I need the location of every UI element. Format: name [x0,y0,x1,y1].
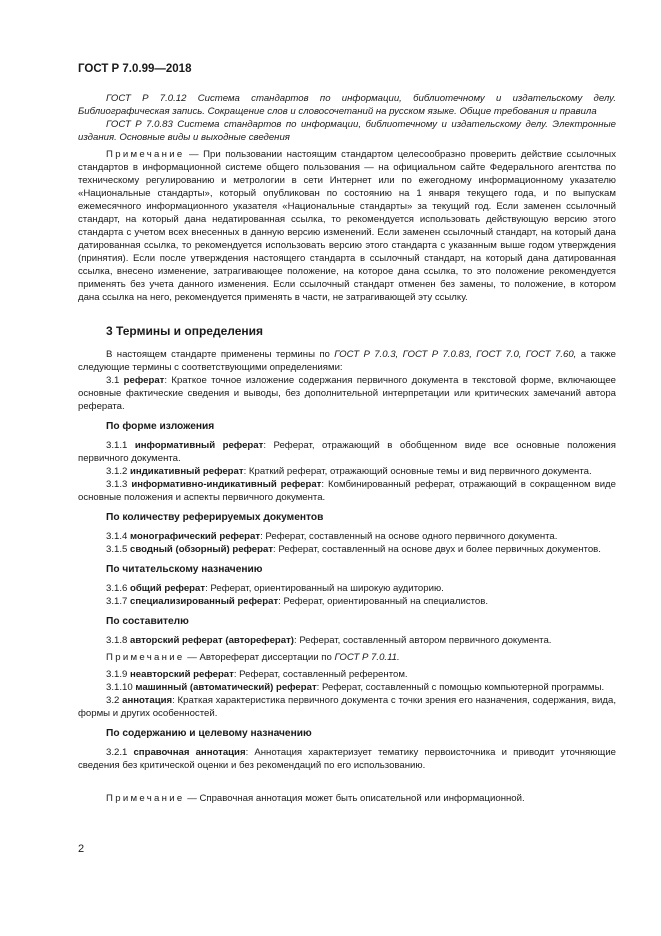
term-definition: : Реферат, ориентированный на специалистов. [278,596,489,607]
note-block [78,651,616,664]
note-label: Примечание [106,793,185,804]
term-3-1-10 [78,681,616,694]
term-3-2 [78,694,616,720]
page-content [78,92,616,805]
term-number: 3.1.1 [106,440,135,451]
term-number: 3.1 [106,375,124,386]
term-name: информативно-индикативный реферат [131,479,322,490]
term-name: авторский реферат (автореферат) [130,635,294,646]
term-3-1-3 [78,478,616,504]
note-text: — При пользовании настоящим стандартом целесообразно проверить действие ссылочных стандартов в информационной системе общего пользования — на официальном сайте Федерального агентства по техническому регулированию и метрологии в сети Интернет или по ежегодному информационному указателю «Национальные стандарты», который опубликован по состоянию на 1 января текущего года, и по выпускам ежемесячного информационного указателя «Национальные стандарты» за текущий год. Если заменен ссылочный стандарт, на который дана недатированная ссылка, то рекомендуется использовать действующую версию этого стандарта с учетом всех внесенных в данную версию изменений. Если заменен ссылочный стандарт, на который дана датированная ссылка, то рекомендуется использовать версию этого стандарта с указанным выше годом утверждения (принятия). Если после утверждения настоящего стандарта в ссылочный стандарт, на который дана датированная ссылка, внесено изменение, затрагивающее положение, на которое дана ссылка, то это положение рекомендуется применять без учета данного изменения. Если ссылочный стандарт отменен без замены, то положение, в котором дана ссылка на него, рекомендуется применять в части, не затрагивающей эту ссылку. [78,149,616,303]
term-3-1-7 [78,595,616,608]
term-definition: : Комбинированный реферат, отражающий в сокращенном виде основные положения и аспекты первичного документа. [78,479,616,503]
page-number: 2 [78,843,85,855]
note-text: — Справочная аннотация может быть описательной или информационной. [184,793,525,804]
term-number: 3.1.7 [106,596,131,607]
term-name: неавторский реферат [130,669,234,680]
term-name: общий реферат [130,583,206,594]
reference-item [78,118,616,144]
subheading: По составителю [106,616,189,627]
term-number: 3.1.3 [106,479,132,490]
term-number: 3.1.10 [106,682,136,693]
term-3-1-2 [78,465,616,478]
term-3-1-1 [78,439,616,465]
term-number: 3.1.4 [106,531,131,542]
term-name: индикативный реферат [130,466,244,477]
reference-item [78,92,616,118]
term-definition: : Реферат, составленный референтом. [233,669,408,680]
term-number: 3.1.9 [106,669,131,680]
note-label: Примечание [106,149,185,160]
term-number: 3.2.1 [106,747,134,758]
note-block [78,792,616,805]
term-number: 3.1.2 [106,466,131,477]
term-definition: : Реферат, составленный автором первичного документа. [294,635,552,646]
intro-text-end: а также следующие термины с соответствующими определениями: [78,349,616,373]
term-number: 3.1.8 [106,635,131,646]
term-number: 3.2 [106,695,123,706]
subheading: По содержанию и целевому назначению [106,728,312,739]
term-number: 3.1.6 [106,583,131,594]
note-text: — Автореферат диссертации по [184,652,335,663]
term-name: сводный (обзорный) реферат [130,544,274,555]
term-definition: : Краткое точное изложение содержания первичного документа в текстовой форме, включающее основные фактические сведения и выводы, без дополнительной интерпретации или критических замечаний автора реферата. [78,375,616,412]
reference-title: Система стандартов по информации, библиотечному и издательскому делу. Электронные издания. Основные виды и выходные сведения [78,119,616,143]
term-definition: : Реферат, отражающий в обобщенном виде все основные положения первичного документа. [78,440,616,464]
term-3-2-1 [78,746,616,772]
reference-code: ГОСТ Р 7.0.12 [106,93,187,104]
term-3-1-4 [78,530,616,543]
term-name: машинный (автоматический) реферат [135,682,317,693]
term-definition: : Реферат, составленный на основе двух и более первичных документов. [273,544,601,555]
subheading: По читательскому назначению [106,564,263,575]
term-3-1 [78,374,616,413]
term-definition: : Реферат, ориентированный на широкую аудиторию. [205,583,444,594]
section-intro [78,348,616,374]
reference-code: ГОСТ Р 7.0.83 [106,119,173,130]
reference-title: Система стандартов по информации, библиотечному и издательскому делу. Библиографическая запись. Сокращение слов и словосочетаний на русском языке. Общие требования и правила [78,93,616,117]
note-reference: ГОСТ Р 7.0.11. [334,652,400,663]
term-name: специализированный реферат [130,596,279,607]
term-3-1-9 [78,668,616,681]
term-name: информативный реферат [134,440,264,451]
subheading: По количеству реферируемых документов [106,512,324,523]
term-name: аннотация [122,695,173,706]
section-title: 3 Термины и определения [106,324,264,338]
document-code-header: ГОСТ Р 7.0.99—2018 [78,63,192,75]
term-name: реферат [123,375,165,386]
subheading: По форме изложения [106,421,215,432]
term-definition: : Аннотация характеризует тематику первоисточника и приводит уточняющие сведения без критической оценки и без рекомендаций по его использованию. [78,747,617,771]
term-3-1-8 [78,634,616,647]
intro-references: ГОСТ Р 7.0.3, ГОСТ Р 7.0.83, ГОСТ 7.0, ГОСТ 7.60, [334,349,577,360]
note-block [78,148,616,304]
term-3-1-6 [78,582,616,595]
term-name: справочная аннотация [133,747,246,758]
term-3-1-5 [78,543,616,556]
term-number: 3.1.5 [106,544,131,555]
term-definition: : Краткая характеристика первичного документа с точки зрения его назначения, содержания, вида, формы и других особенностей. [78,695,616,719]
intro-text: В настоящем стандарте применены термины по [106,349,335,360]
term-definition: : Реферат, составленный с помощью компьютерной программы. [316,682,605,693]
note-label: Примечание [106,652,185,663]
term-name: монографический реферат [130,531,261,542]
term-definition: : Краткий реферат, отражающий основные темы и вид первичного документа. [243,466,592,477]
term-definition: : Реферат, составленный на основе одного первичного документа. [260,531,558,542]
